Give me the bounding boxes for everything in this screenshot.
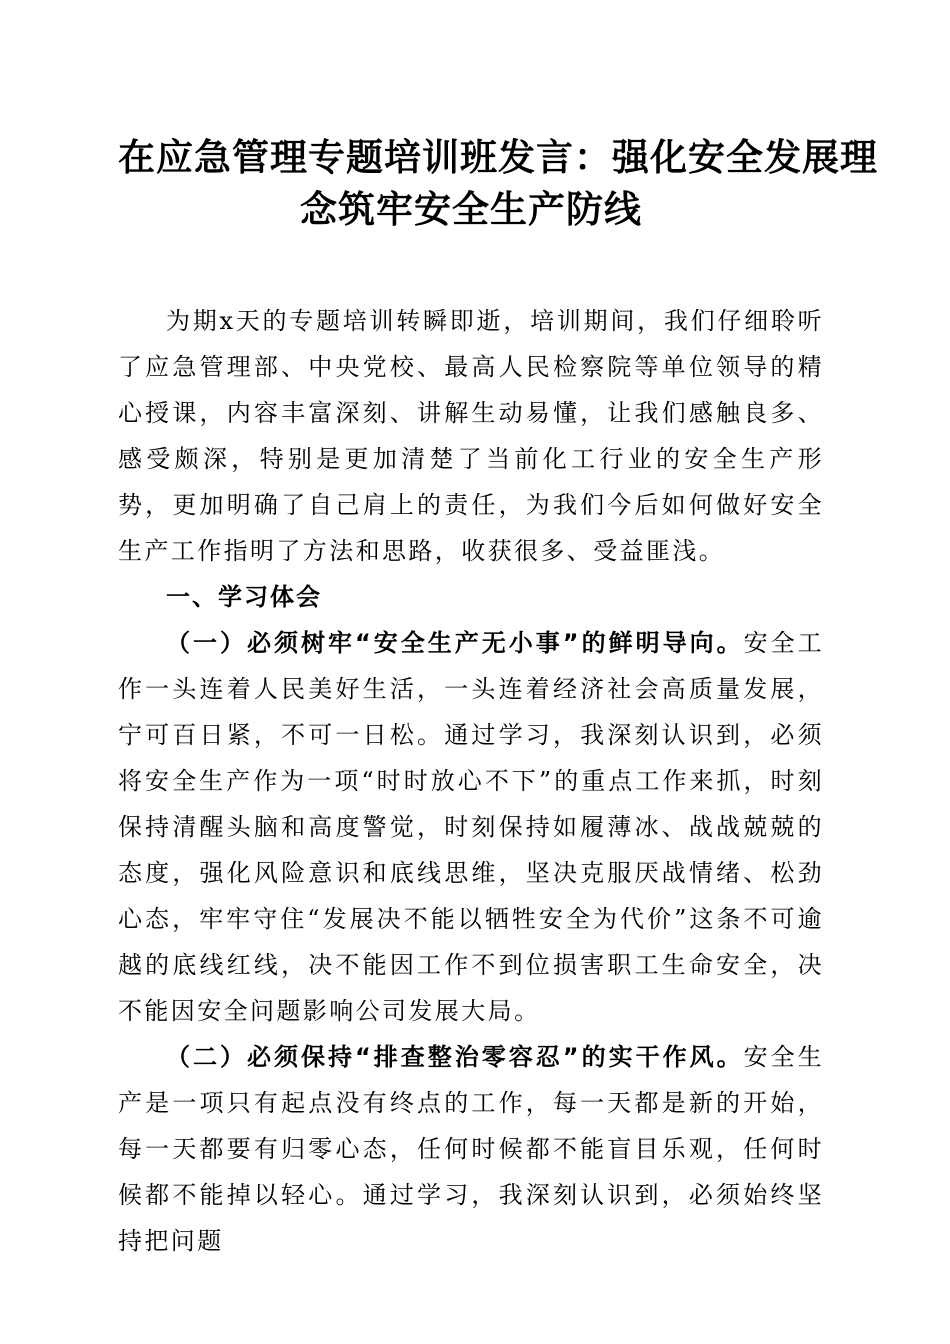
subsection-text-1: 安全工作一头连着人民美好生活，一头连着经济社会高质量发展，宁可百日紧，不可一日松。通过学习，我深刻认识到，必须将安全生产作为一项“时时放心不下”的重点工作来抓，时刻保持清醒头脑和高度警觉，时刻保持如履薄冰、战战兢兢的态度，强化风险意识和底线思维，坚决克服厌战情绪、松劲心态，牢牢守住“发展决不能以牺牲安全为代价”这条不可逾越的底线红线，决不能因工作不到位损害职工生命安全，决不能因安全问题影响公司发展大局。 bbox=[118, 629, 824, 1025]
document-page bbox=[118, 132, 878, 1264]
subsection-paragraph-1 bbox=[118, 620, 824, 1034]
title-line-1: 在应急管理专题培训班发言：强化安全发展理 bbox=[118, 136, 878, 179]
intro-paragraph: 为期x天的专题培训转瞬即逝，培训期间，我们仔细聆听了应急管理部、中央党校、最高人民检察院等单位领导的精心授课，内容丰富深刻、讲解生动易懂，让我们感触良多、感受颇深，特别是更加清楚了当前化工行业的安全生产形势，更加明确了自己肩上的责任，为我们今后如何做好安全生产工作指明了方法和思路，收获很多、受益匪浅。 bbox=[118, 307, 824, 565]
section-heading-1: 一、学习体会 bbox=[166, 583, 322, 611]
title-line-2: 念筑牢安全生产防线 bbox=[300, 188, 642, 231]
document-title bbox=[118, 132, 878, 236]
subsection-lead-1: （一）必须树牢“安全生产无小事”的鲜明导向。 bbox=[166, 629, 744, 657]
document-body bbox=[118, 298, 824, 1264]
subsection-text-2: 安全生产是一项只有起点没有终点的工作，每一天都是新的开始，每一天都要有归零心态，任何时候都不能盲目乐观，任何时候都不能掉以轻心。通过学习，我深刻认识到，必须始终坚持把问题 bbox=[118, 1043, 824, 1255]
subsection-paragraph-2 bbox=[118, 1034, 824, 1264]
subsection-lead-2: （二）必须保持“排查整治零容忍”的实干作风。 bbox=[166, 1043, 744, 1071]
